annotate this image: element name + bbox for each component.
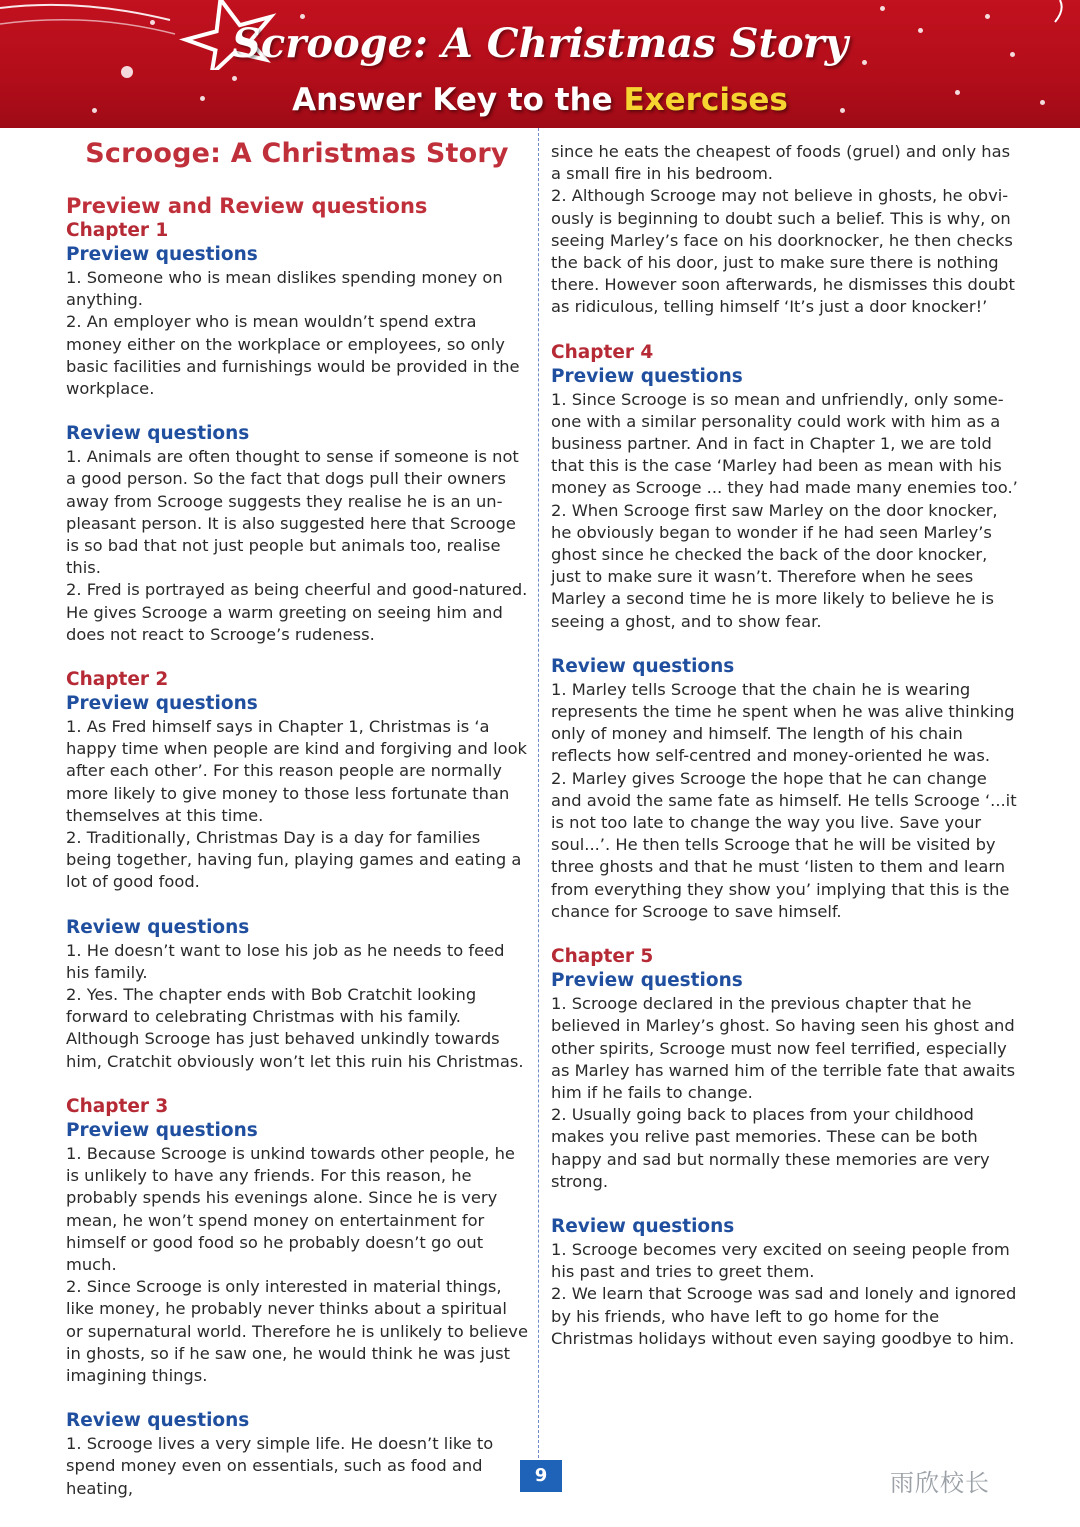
ch3-review-answer-2: 2. Although Scrooge may not believe in ghosts, he obvi-ously is beginning to doubt such a belief. This is why, on seeing Marley’s face on his doorknocker, he then checks the back of his door, just to make sure there is nothing there. However soon afterwards, he dismisses this doubt as ridiculous, telling himself ‘It’s just a door knocker!’ [551, 186, 1015, 317]
banner-subtitle-main: Answer Key to the [292, 82, 624, 118]
ch2-preview-answer-1: 1. As Fred himself says in Chapter 1, Christmas is ‘a happy time when people are kind and forgiving and look after each other’. For this reason people are normally more likely to give money to those less fortunate than themselves at this time. [66, 717, 527, 825]
document-title: Scrooge: A Christmas Story [85, 138, 509, 169]
chapter-2-heading: Chapter 2 [66, 669, 169, 691]
ch3-preview-answer-1: 1. Because Scrooge is unkind towards other people, he is unlikely to have any friends. For this reason, he probably spends his evenings alone. Since he is very mean, he won’t spend money on entertainment for himself or good food so he probably doesn’t go out much. [66, 1143, 515, 1274]
chapter-4-heading: Chapter 4 [551, 341, 654, 363]
page-number: 9 [520, 1460, 562, 1492]
ch1-review-answer-2: 2. Fred is portrayed as being cheerful and good-natured. He gives Scrooge a warm greeting on seeing him and does not react to Scrooge’s rudeness. [66, 580, 528, 644]
ch1-preview-heading: Preview questions [66, 244, 258, 265]
watermark-text: 雨欣校长 [890, 1469, 990, 1497]
ch2-preview-answer-2: 2. Traditionally, Christmas Day is a day for families being together, having fun, playing games and eating a lot of good food. [66, 828, 522, 892]
section-heading: Preview and Review questions [66, 194, 428, 218]
ch5-review-heading: Review questions [551, 1215, 735, 1237]
chapter-5-heading: Chapter 5 [551, 946, 654, 968]
ch5-review-answer-2: 2. We learn that Scrooge was sad and lonely and ignored by his friends, who have left to go home for the Christmas holidays without even saying goodbye to him. [551, 1284, 1017, 1348]
ch5-review-answer-1: 1. Scrooge becomes very excited on seeing people from his past and tries to greet them. [551, 1239, 1010, 1282]
snow-dot [121, 66, 133, 78]
ch2-review-heading: Review questions [66, 916, 250, 938]
ch3-review-answer-1-end: since he eats the cheapest of foods (gruel) and only has a small fire in his bedroom. [551, 142, 1011, 184]
ch2-preview-heading: Preview questions [66, 693, 258, 715]
ch2-review-answer-2: 2. Yes. The chapter ends with Bob Cratchit looking forward to celebrating Christmas with his family. Although Scrooge has just behaved unkindly towards him, Cratchit obviously won’t let this ruin his Christmas. [66, 985, 524, 1071]
ch3-preview-heading: Preview questions [66, 1119, 258, 1141]
ch4-preview-heading: Preview questions [551, 365, 743, 387]
ch1-preview-answer-1: 1. Someone who is mean dislikes spending money on anything. [66, 268, 503, 310]
ch3-review-answer-1-start: 1. Scrooge lives a very simple life. He doesn’t like to spend money even on essentials, such as food and heating, [66, 1434, 494, 1498]
ch1-review-answer-1: 1. Animals are often thought to sense if someone is not a good person. So the fact that dogs pull their owners away from Scrooge suggests they realise he is an un-pleasant person. It is also suggested here that Scrooge is so bad that not just people but animals too, realise this. [66, 447, 519, 578]
banner-subtitle [0, 82, 1080, 118]
header-banner [0, 0, 1080, 128]
ch2-review-answer-1: 1. He doesn’t want to lose his job as he needs to feed his family. [66, 940, 505, 982]
ch1-review-heading: Review questions [66, 423, 250, 445]
ch4-review-heading: Review questions [551, 655, 735, 677]
left-column [66, 138, 528, 1500]
ch5-preview-answer-2: 2. Usually going back to places from your childhood makes you relive past memories. These can be both happy and sad but normally these memories are very strong. [551, 1105, 990, 1191]
ch3-review-heading: Review questions [66, 1410, 250, 1432]
snow-dot [985, 14, 990, 19]
banner-subtitle-accent: Exercises [623, 82, 788, 118]
ch4-review-answer-1: 1. Marley tells Scrooge that the chain he is wearing represents the time he spent when he was alive thinking only of money and himself. The length of his chain reflects how self-centred and money-oriented he was. [551, 679, 1015, 766]
chapter-1-heading: Chapter 1 [66, 220, 169, 241]
chapter-3-heading: Chapter 3 [66, 1095, 169, 1117]
ch5-preview-heading: Preview questions [551, 970, 743, 992]
snow-dot [232, 76, 237, 81]
ch5-preview-answer-1: 1. Scrooge declared in the previous chapter that he believed in Marley’s ghost. So having seen his ghost and other spirits, Scrooge must now feel terrified, especially as Marley has warned him of the terrible fate that awaits him if he fails to change. [551, 994, 1016, 1102]
ch3-preview-answer-2: 2. Since Scrooge is only interested in material things, like money, he probably never thinks about a spiritual or supernatural world. Therefore he is unlikely to believe in ghosts, so if he saw one, he would think he was just imagining things. [66, 1277, 528, 1385]
ch1-preview-answer-2: 2. An employer who is mean wouldn’t spend extra money either on the workplace or employees, so only basic facilities and furnishings would be provided in the workplace. [66, 312, 520, 399]
banner-title: Scrooge: A Christmas Story [232, 20, 848, 67]
snow-dot [880, 6, 885, 11]
ch4-preview-answer-2: 2. When Scrooge first saw Marley on the door knocker, he obviously began to wonder if he had seen Marley’s ghost since he checked the back of the door knocker, just to make sure it wasn’t. Therefore when he sees Marley a second time he is more likely to believe he is seeing a ghost, and to show fear. [551, 500, 998, 631]
right-column [551, 141, 1019, 1350]
snow-dot [300, 14, 305, 19]
ch4-review-answer-2: 2. Marley gives Scrooge the hope that he can change and avoid the same fate as himself. He tells Scrooge ‘...it is not too late to change the way you live. Save your soul...’. He then tells Scrooge that he will be visited by three ghosts and that he must ‘listen to them and learn from everything they show you’ implying that this is the chance for Scrooge to save himself. [551, 768, 1017, 921]
column-divider [538, 128, 539, 1458]
ch4-preview-answer-1: 1. Since Scrooge is so mean and unfriendly, only some-one with a similar personality could work with him as a business partner. And in fact in Chapter 1, we are told that this is the case ‘Marley had been as mean with his money as Scrooge ... they had made many enemies too.’ [551, 389, 1018, 498]
